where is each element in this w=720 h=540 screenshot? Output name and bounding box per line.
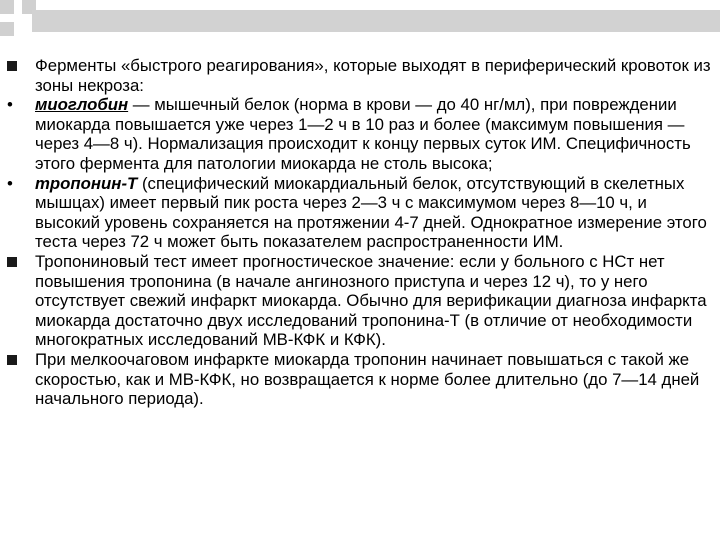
item-text: — мышечный белок (норма в крови — до 40 нг/мл), при повреждении миокарда повышается уже через 1—2 ч в 10 раз и более (максимум повышения — через 4—8 ч). Нормализация происходит к концу первых суток ИМ. Специфичность этого фермента для патологии миокарда не столь высока; — [35, 95, 691, 173]
square-bullet-icon — [7, 257, 17, 267]
list-item — [6, 174, 714, 252]
list-item — [6, 56, 714, 95]
term-troponin-t: тропонин-Т — [35, 173, 138, 193]
square-bullet-icon — [7, 355, 17, 365]
slide-body — [6, 56, 714, 409]
dot-bullet-icon: • — [7, 95, 13, 115]
list-item — [6, 350, 714, 409]
term-myoglobin: миоглобин — [35, 95, 129, 115]
list-item — [6, 252, 714, 350]
item-text: (специфический миокардиальный белок, отсутствующий в скелетных мышцах) имеет первый пик роста через 2—3 ч с максимумом через 8—10 ч, и высокий уровень сохраняется на протяжении 4-7 дней. Однократное измерение этого теста через 72 ч может быть показателем распространенности ИМ. — [35, 173, 707, 252]
decor-square-3 — [0, 22, 14, 36]
item-text: Тропониновый тест имеет прогностическое значение: если у больного с НСт нет повышения тропонина (в начале ангинозного приступа и через 12 ч), то у него отсутствует свежий инфаркт миокарда. Обычно для верификации диагноза инфаркта миокарда достаточно двух исследований тропонина-Т (в отличие от необходимости многократных исследований МВ-КФК и КФК). — [35, 251, 707, 350]
square-bullet-icon — [7, 61, 17, 71]
slide-header-decoration — [0, 0, 720, 48]
item-text: При мелкоочаговом инфаркте миокарда тропонин начинает повышаться с такой же скоростью, как и МВ-КФК, но возвращается к норме более длительно (до 7—14 дней начального периода). — [35, 349, 700, 409]
decor-bar — [32, 10, 720, 32]
decor-square-1 — [0, 0, 14, 14]
item-text: Ферменты «быстрого реагирования», которые выходят в периферический кровоток из зоны некроза: — [35, 56, 711, 95]
dot-bullet-icon: • — [7, 173, 13, 193]
list-item — [6, 95, 714, 173]
